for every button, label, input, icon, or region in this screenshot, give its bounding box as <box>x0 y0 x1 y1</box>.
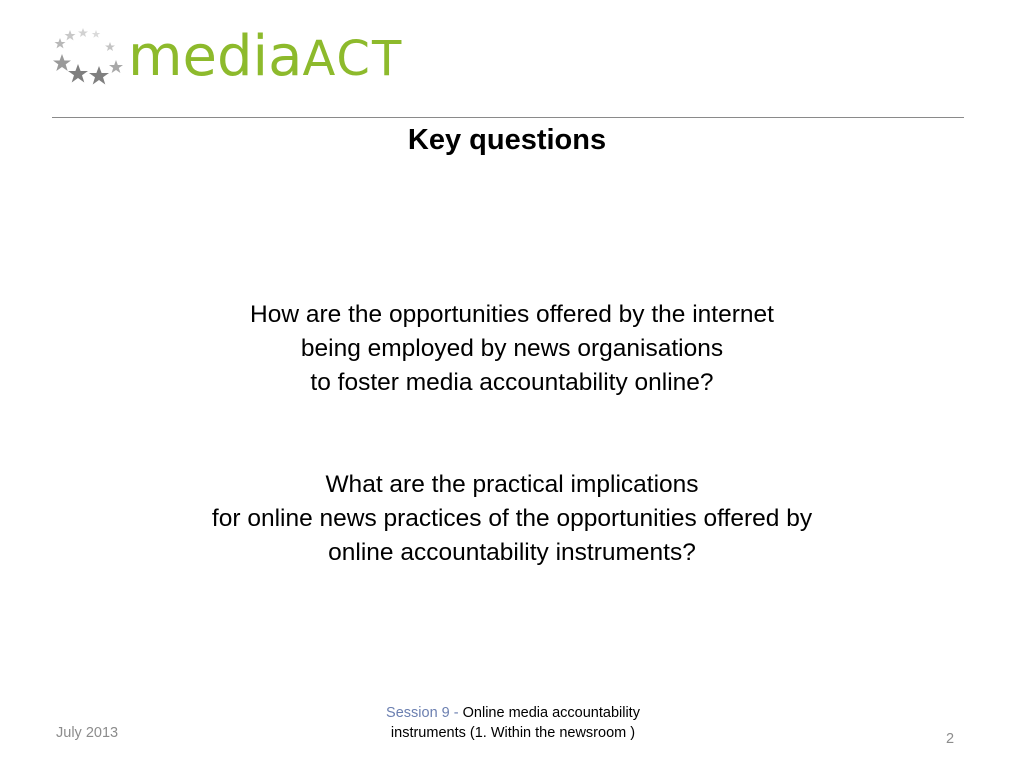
question-line: How are the opportunities offered by the internet <box>250 301 774 328</box>
question-line: for online news practices of the opportunities offered by <box>211 505 813 532</box>
question-line: online accountability instruments? <box>328 539 696 566</box>
question-line: to foster media accountability online? <box>310 369 714 396</box>
star-icon <box>68 64 88 83</box>
footer-session-line1: Online media accountability <box>462 705 640 721</box>
star-icon <box>65 30 76 40</box>
header-divider <box>52 117 964 118</box>
logo-wordmark <box>128 22 403 94</box>
star-icon <box>55 38 66 48</box>
star-icon <box>89 66 109 85</box>
footer-session <box>300 703 726 743</box>
question-line: What are the practical implications <box>325 471 699 498</box>
footer-session-line2: instruments (1. Within the newsroom ) <box>390 725 636 741</box>
mediaact-logo <box>52 26 432 96</box>
star-icon <box>92 30 101 38</box>
star-icon <box>105 42 115 51</box>
star-icon <box>53 54 71 71</box>
logo-word-act: ACT <box>302 31 404 87</box>
logo-word-media: media <box>128 24 303 89</box>
question-1 <box>0 298 1024 400</box>
footer-session-label: Session 9 - <box>386 705 463 721</box>
star-icon <box>78 28 88 37</box>
question-line: being employed by news organisations <box>300 335 724 362</box>
page-number: 2 <box>946 731 955 747</box>
question-2 <box>0 468 1024 570</box>
footer-date: July 2013 <box>56 725 119 741</box>
slide-title: Key questions <box>407 124 607 156</box>
star-icon <box>109 60 123 73</box>
stars-arc-icon <box>52 26 124 92</box>
